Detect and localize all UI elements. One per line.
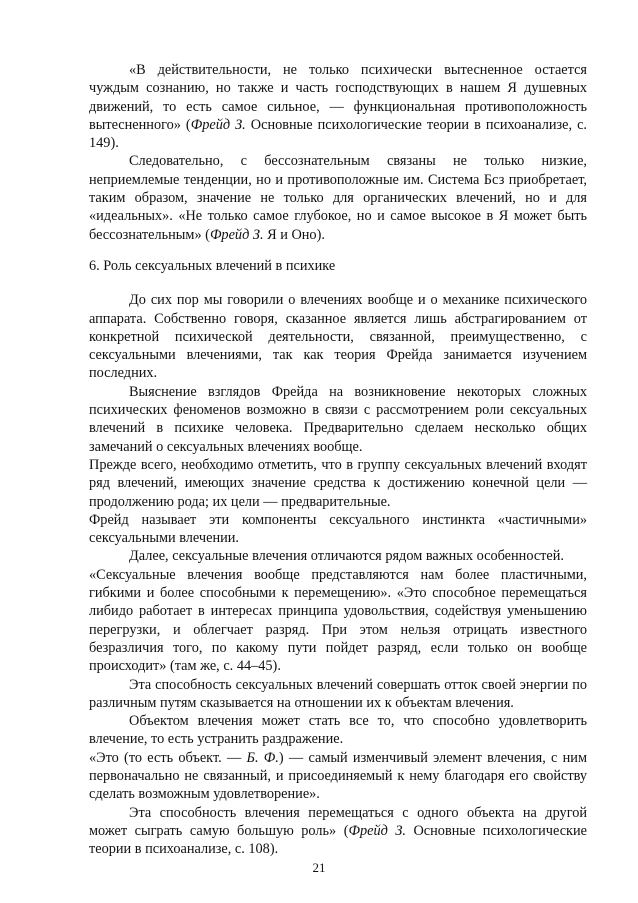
paragraph-freud-views: Выяснение взглядов Фрейда на возникновение некоторых сложных психических феноменов возможно в связи с рассмотрением роли сексуальных влечений в психике человека. Предварительно сделаем несколько общих замечаний о сексуальных влечениях вообще.: [89, 383, 587, 455]
paragraph-first-of-all: Прежде всего, необходимо отметить, что в группу сексуальных влечений входят ряд влечений, имеющих значение средства к достижению конечной цели — продолжению рода; их цели — предварительные.: [89, 456, 587, 510]
citation-author: Б. Ф.: [246, 749, 279, 766]
quote-text-continued: ) — самый изменчивый элемент влечения, с ним первоначально не связанный, и присоединяемый к нему благодаря его свойству сделать возможным удовлетворение».: [89, 749, 588, 803]
paragraph-text: Эта способность влечения перемещаться с одного объекта на другой может сыграть самую большую роль» (: [89, 804, 587, 839]
paragraph-features: Далее, сексуальные влечения отличаются рядом важных особенностей.: [129, 548, 564, 565]
page-number: 21: [312, 860, 326, 875]
quote-text: «Это (то есть объект. —: [89, 749, 247, 766]
section-heading: 6. Роль сексуальных влечений в психике: [89, 257, 336, 274]
paragraph-object-of-drive: Объектом влечения может стать все то, что способно удовлетворить влечение, то есть устранить раздражение.: [89, 713, 587, 748]
citation-author: Фрейд З.: [209, 226, 264, 243]
paragraph-text: Следовательно, с бессознательным связаны не только низкие, неприемлемые тенденции, но и противоположные им. Система Бсз приобретает, таким образом, значение не только для органических влечений, но и для «идеальных». «Не только самое глубокое, но и самое высокое в Я может быть бессознательным» (: [89, 153, 587, 243]
paragraph-drives-intro: До сих пор мы говорили о влечениях вообще и о механике психического аппарата. Собственно говоря, сказанное является лишь абстрагированием от конкретной психической деятельности, связанной, преимущественно, с сексуальными влечениями, так как теория Фрейда занимается изучением последних.: [89, 292, 587, 382]
citation-author: Фрейд З.: [190, 116, 246, 133]
quote-text: «В действительности, не только психически вытесненное остается чуждым сознанию, но также и часть господствующих в нашем Я душевных движений, то есть самое сильное, — функциональная противоположность вытесненного» (: [89, 62, 587, 133]
paragraph-quote-object: [89, 749, 587, 804]
paragraph-unconscious: [89, 152, 587, 243]
paragraph-quote-freud-1: [89, 61, 587, 152]
citation-source: Основные психологические теории в психоанализе, с. 108).: [89, 822, 587, 858]
paragraph-energy-outflow: Эта способность сексуальных влечений совершать отток своей энергии по различным путям сказывается на отношении их к объектам влечения.: [89, 676, 587, 711]
paragraph-quote-plasticity: «Сексуальные влечения вообще представляются нам более пластичными, гибкими и более способными к перемещению». «Это способное перемещаться либидо работает в интересах принципа удовольствия, содействуя уменьшению перегрузки, и облегчает разряд. При этом нельзя отрицать известного безразличия того, по какому пути пойдет разряд, если только он вообще происходит» (там же, с. 44–45).: [89, 566, 587, 675]
paragraph-displacement: [89, 804, 587, 859]
citation-source: Я и Оно).: [263, 226, 325, 243]
citation-author: Фрейд З.: [348, 822, 406, 839]
paragraph-partial-drives: Фрейд называет эти компоненты сексуального инстинкта «частичными» сексуальными влечении.: [89, 511, 587, 547]
citation-source: Основные психологические теории в психоанализе, с. 149).: [89, 116, 588, 152]
